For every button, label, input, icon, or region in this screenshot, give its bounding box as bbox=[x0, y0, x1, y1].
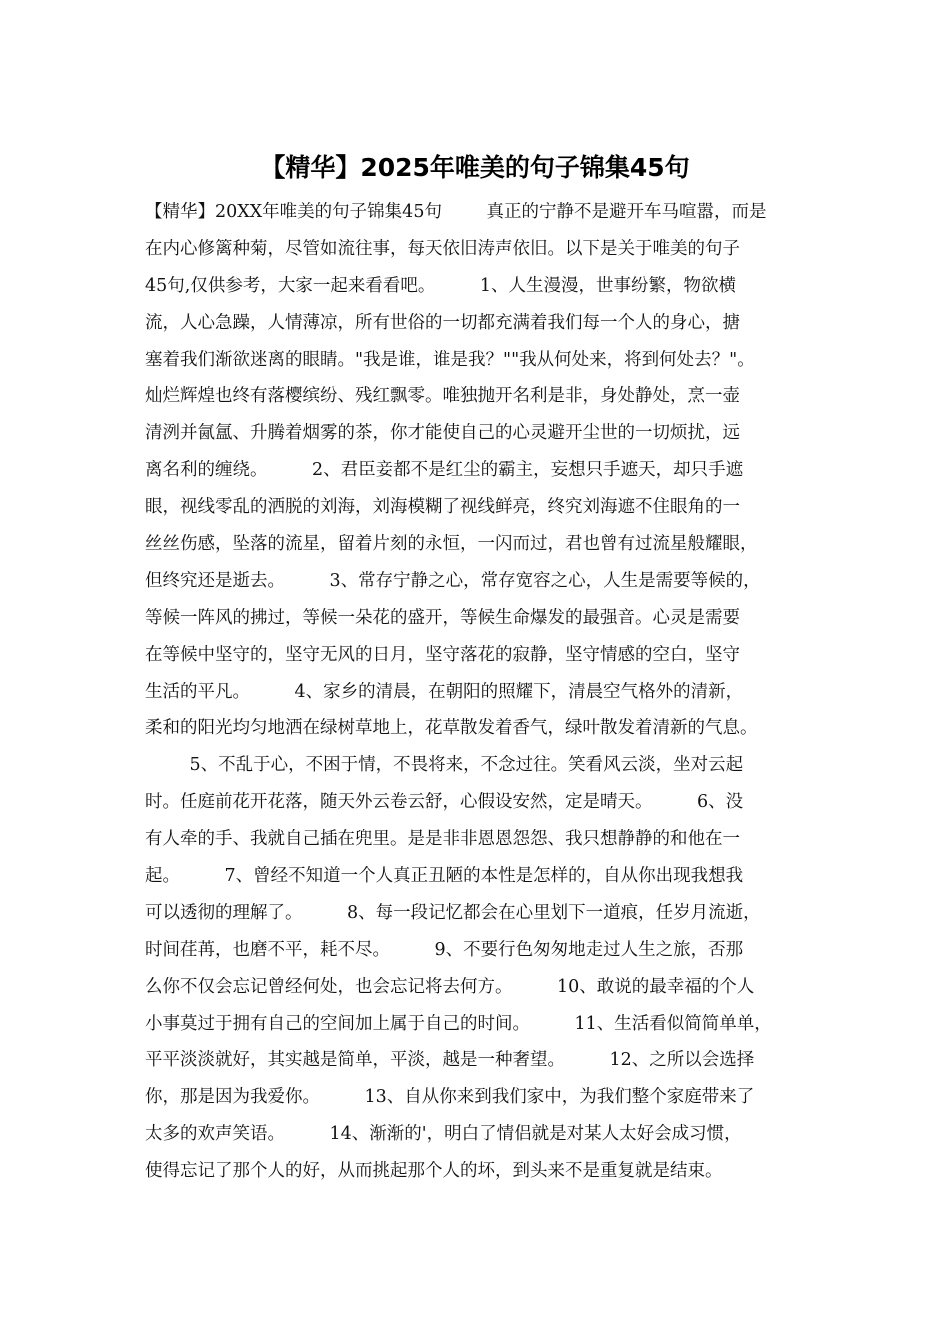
text-line: 流，人心急躁，人情薄凉，所有世俗的一切都充满着我们每一个人的身心，搪 bbox=[145, 312, 740, 333]
text-line: 灿烂辉煌也终有落樱缤纷、残红飘零。唯独抛开名利是非，身处静处，烹一壶 bbox=[145, 386, 740, 407]
text-line: 平平淡淡就好，其实越是简单，平淡，越是一种奢望。 12、之所以会选择 bbox=[145, 1050, 755, 1071]
text-line: 但终究还是逝去。 3、常存宁静之心，常存宽容之心，人生是需要等候的， bbox=[145, 570, 761, 591]
text-line: 在内心修篱种菊，尽管如流往事，每天依旧涛声依旧。以下是关于唯美的句子 bbox=[145, 238, 740, 259]
text-line: 有人牵的手、我就自己插在兜里。是是非非恩恩怨怨、我只想静静的和他在一 bbox=[145, 829, 740, 850]
text-line: 使得忘记了那个人的好，从而挑起那个人的坏，到头来不是重复就是结束。 bbox=[145, 1161, 723, 1182]
text-line: 45句,仅供参考，大家一起来看看吧。 1、人生漫漫，世事纷繁，物欲横 bbox=[145, 275, 736, 296]
text-line: 柔和的阳光均匀地洒在绿树草地上，花草散发着香气，绿叶散发着清新的气息。 bbox=[145, 718, 758, 739]
text-line: 起。 7、曾经不知道一个人真正丑陋的本性是怎样的，自从你出现我想我 bbox=[145, 866, 744, 887]
document-body bbox=[145, 194, 825, 1190]
text-line: 清洌并氤氲、升腾着烟雾的茶，你才能使自己的心灵避开尘世的一切烦扰，远 bbox=[145, 423, 740, 444]
text-line: 在等候中坚守的，坚守无风的日月，坚守落花的寂静，坚守情感的空白，坚守 bbox=[145, 644, 740, 665]
text-line: 时。任庭前花开花落，随天外云卷云舒，心假设安然，定是晴天。 6、没 bbox=[145, 792, 744, 813]
document-title: 【精华】2025年唯美的句子锦集45句 bbox=[260, 153, 690, 182]
text-line: 丝丝伤感，坠落的流星，留着片刻的永恒，一闪而过，君也曾有过流星般耀眼， bbox=[145, 534, 758, 555]
text-line: 你，那是因为我爱你。 13、自从你来到我们家中，为我们整个家庭带来了 bbox=[145, 1087, 755, 1108]
text-line: 么你不仅会忘记曾经何处，也会忘记将去何方。 10、敢说的最幸福的个人 bbox=[145, 976, 755, 997]
text-line: 可以透彻的理解了。 8、每一段记忆都会在心里划下一道痕，任岁月流逝， bbox=[145, 902, 761, 923]
text-line: 等候一阵风的拂过，等候一朵花的盛开，等候生命爆发的最强音。心灵是需要 bbox=[145, 607, 740, 628]
text-line: 时间荏苒，也磨不平，耗不尽。 9、不要行色匆匆地走过人生之旅，否那 bbox=[145, 939, 744, 960]
text-line: 小事莫过于拥有自己的空间加上属于自己的时间。 11、生活看似简简单单， bbox=[145, 1013, 772, 1034]
text-line: 【精华】20XX年唯美的句子锦集45句 真正的宁静不是避开车马喧嚣，而是 bbox=[145, 202, 767, 222]
text-line: 太多的欢声笑语。 14、渐渐的'，明白了情侣就是对某人太好会成习惯， bbox=[145, 1124, 742, 1145]
text-line: 5、不乱于心，不困于情，不畏将来，不念过往。笑看风云淡，坐对云起 bbox=[145, 755, 744, 776]
text-line: 离名利的缠绕。 2、君臣妾都不是红尘的霸主，妄想只手遮天，却只手遮 bbox=[145, 460, 744, 481]
text-line: 眼，视线零乱的洒脱的刘海，刘海模糊了视线鲜亮，终究刘海遮不住眼角的一 bbox=[145, 497, 740, 518]
text-line: 塞着我们渐欲迷离的眼睛。"我是谁，谁是我？""我从何处来，将到何处去？"。 bbox=[145, 349, 755, 370]
text-line: 生活的平凡。 4、家乡的清晨，在朝阳的照耀下，清晨空气格外的清新， bbox=[145, 681, 744, 702]
